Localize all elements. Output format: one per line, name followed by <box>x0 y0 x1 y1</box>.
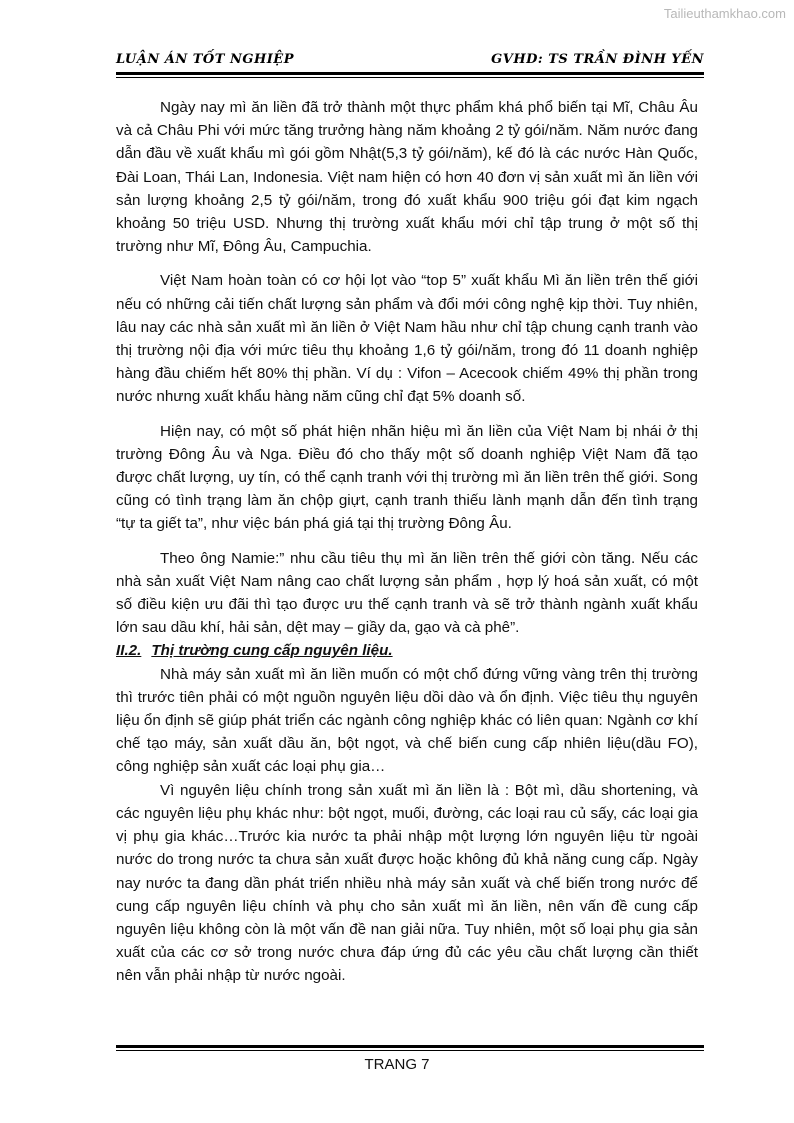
header-thesis-title: LUẬN ÁN TỐT NGHIỆP <box>116 52 294 67</box>
header-rule-thick <box>116 72 704 75</box>
section-title: Thị trường cung cấp nguyên liệu. <box>151 642 393 660</box>
section-number: II.2. <box>116 642 142 660</box>
document-body <box>116 96 698 988</box>
paragraph-4: Theo ông Namie:” nhu cầu tiêu thụ mì ăn liền trên thế giới còn tăng. Nếu các nhà sản xuất Việt Nam nâng cao chất lượng sản phẩm , hợp lý hoá sản xuất, có một số điều kiện ưu đãi thì tạo được ưu thế cạnh tranh và sẽ trở thành ngành xuất khẩu lớn sau dầu khí, hải sản, dệt may – giầy da, gạo và cà phê”. <box>116 549 698 637</box>
paragraph-2: Việt Nam hoàn toàn có cơ hội lọt vào “top 5” xuất khẩu Mì ăn liền trên thế giới nếu có những cải tiến chất lượng sản phẩm và đổi mới công nghệ kịp thời. Tuy nhiên, lâu nay các nhà sản xuất mì ăn liền ở Việt Nam hầu như chỉ tập chung cạnh tranh vào thị trường nội địa với mức tiêu thụ khoảng 1,6 tỷ gói/năm, trong đó 11 doanh nghiệp hàng đầu chiếm hết 80% thị phần. Ví dụ : Vifon – Acecook chiếm 49% thị phần trong nước nhưng xuất khẩu hàng năm cũng chỉ đạt 5% doanh số. <box>116 272 698 406</box>
header-rule-thin <box>116 77 704 78</box>
header-supervisor: GVHD: TS TRẦN ĐÌNH YẾN <box>491 52 704 67</box>
paragraph-1: Ngày nay mì ăn liền đã trở thành một thực phẩm khá phổ biến tại Mĩ, Châu Âu và cả Châu Phi với mức tăng trưởng hàng năm khoảng 2 tỷ gói/năm. Năm nước đang dẫn đầu về xuất khẩu mì gói gồm Nhật(5,3 tỷ gói/năm), kế đó là các nước Hàn Quốc, Đài Loan, Thái Lan, Indonesia. Việt nam hiện có hơn 40 đơn vị sản xuất mì ăn liền với sản lượng khoảng 2,5 tỷ gói/năm, trong đó xuất khẩu 900 triệu gói đạt kim ngạch khoảng 50 triệu USD. Nhưng thị trường xuất khẩu mới chỉ tập trung ở một số thị trường như Mĩ, Đông Âu, Campuchia. <box>116 99 698 256</box>
paragraph-3: Hiện nay, có một số phát hiện nhãn hiệu mì ăn liền của Việt Nam bị nhái ở thị trường Đông Âu và Nga. Điều đó cho thấy một số doanh nghiệp Việt Nam đã tạo được chất lượng, uy tín, có thể cạnh tranh với thị trường mì ăn liền trên thế giới. Song cũng có tình trạng làm ăn chộp giựt, cạnh tranh thiếu lành mạnh dẫn đến tình trạng “tự ta giết ta”, như việc bán phá giá tại thị trường Đông Âu. <box>116 422 698 533</box>
section-heading <box>116 639 698 662</box>
page-header <box>116 52 704 72</box>
paragraph-6: Vì nguyên liệu chính trong sản xuất mì ăn liền là : Bột mì, dầu shortening, và các nguyên liệu phụ khác như: bột ngọt, muối, đường, các loại rau củ sấy, các loại gia vị phụ gia khác…Trước kia nước ta phải nhập một lượng lớn nguyên liệu từ ngoài nước do trong nước ta chưa sản xuất được hoặc không đủ khả năng cung cấp. Ngày nay nước ta đang dần phát triển nhiều nhà máy sản xuất và chế biến trong nước để cung cấp nguyên liệu chính và phụ cho sản xuất mì ăn liền, nên vấn đề cung cấp nguyên liệu không còn là một vấn đề nan giải nữa. Tuy nhiên, một số loại phụ gia sản xuất của các cơ sở trong nước chưa đáp ứng đủ các yêu cầu chất lượng cần thiết nên vẫn phải nhập từ nước ngoài. <box>116 781 698 985</box>
paragraph-5: Nhà máy sản xuất mì ăn liền muốn có một chổ đứng vững vàng trên thị trường thì trước tiên phải có một nguồn nguyên liệu dồi dào và ổn định. Việc tiêu thụ nguyên liệu ổn định sẽ giúp phát triển các ngành công nghiệp khác có liên quan: Ngành cơ khí chế tạo máy, sản xuất dầu ăn, bột ngọt, và chế biến cung cấp nhiên liệu(dầu FO), công nghiệp sản xuất các loại phụ gia… <box>116 665 698 776</box>
footer-rule-thick <box>116 1045 704 1048</box>
page-number: TRANG 7 <box>364 1056 430 1073</box>
watermark: Tailieuthamkhao.com <box>663 6 786 21</box>
footer-rule-thin <box>116 1050 704 1051</box>
